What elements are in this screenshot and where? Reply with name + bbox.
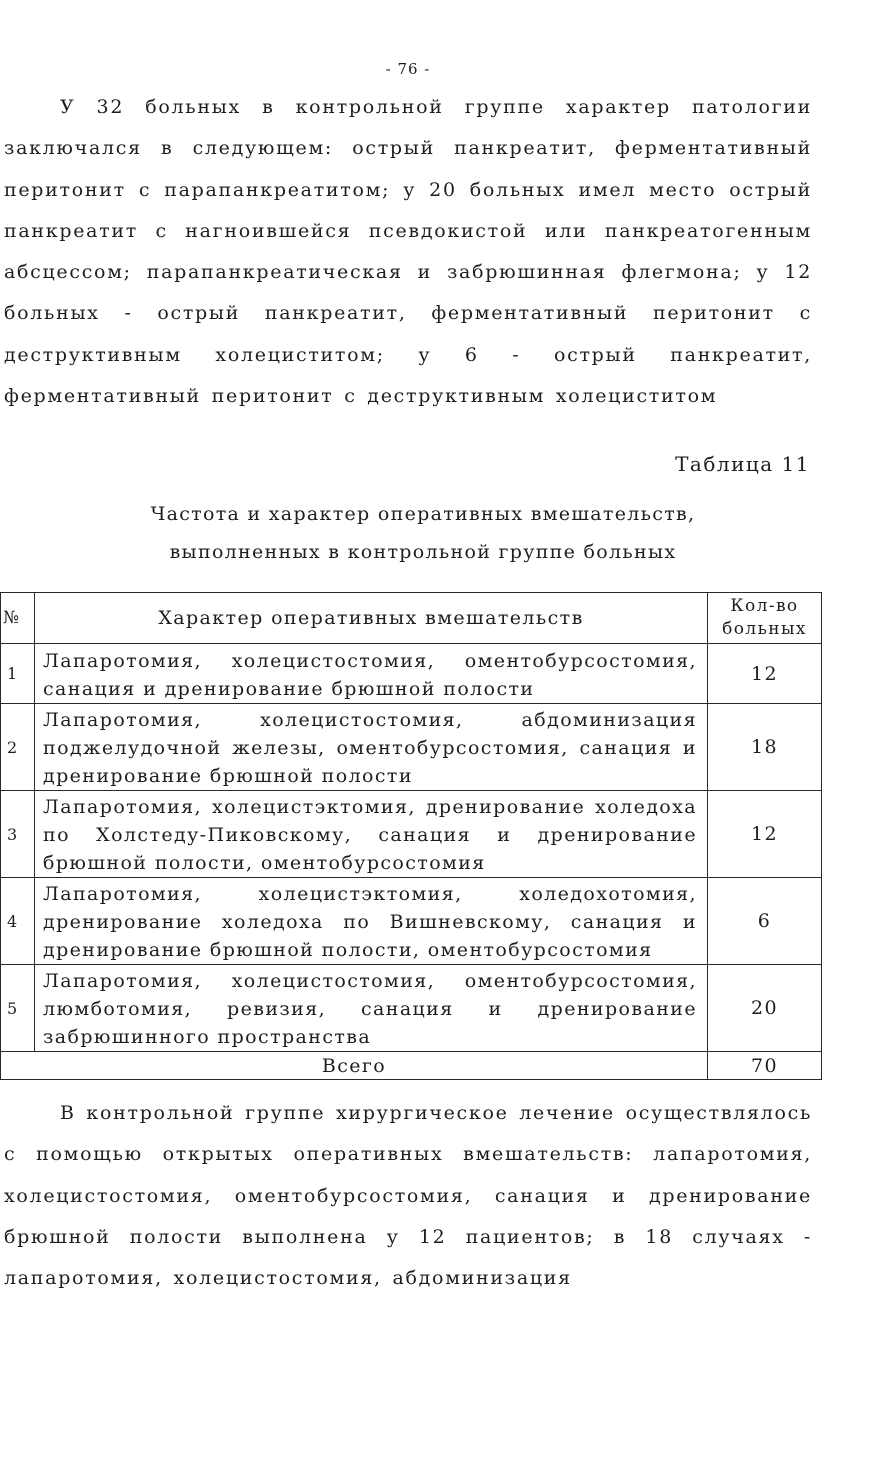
- header-patient-count: Кол-во больных: [708, 593, 822, 644]
- row-number: 1: [1, 644, 35, 704]
- body-paragraph-1: У 32 больных в контрольной группе характер патологии заключался в следующем: острый панкреатит, ферментативный перитонит с парапанкреатитом; у 20 больных имел место острый панкреатит с нагноившейся псевдокистой или панкреатогенным абсцессом; парапанкреатическая и забрюшинная флегмона; у 12 больных - острый панкреатит, ферментативный перитонит с деструктивным холециститом; у 6 - острый панкреатит, ферментативный перитонит с деструктивным холециститом: [4, 96, 812, 408]
- operations-table: [0, 592, 822, 1080]
- page-number: - 76 -: [385, 60, 431, 78]
- table-label: Таблица 11: [675, 452, 810, 476]
- row-count: 12: [708, 644, 822, 704]
- row-number: 3: [1, 791, 35, 878]
- table-row: [1, 878, 822, 965]
- body-paragraph-2: В контрольной группе хирургическое лечение осуществлялось с помощью открытых оперативных вмешательств: лапаротомия, холецистостомия, оментобурсостомия, санация и дренирование брюшной полости выполнена у 12 пациентов; в 18 случаях - лапаротомия, холецистостомия, абдоминизация: [4, 1102, 812, 1290]
- row-description: Лапаротомия, холецистэктомия, дренирование холедоха по Холстеду-Пиковскому, санация и дренирование брюшной полости, оментобурсостомия: [35, 791, 708, 878]
- row-description: Лапаротомия, холецистостомия, оментобурсостомия, люмботомия, ревизия, санация и дренирование забрюшинного пространства: [35, 965, 708, 1052]
- row-count: 12: [708, 791, 822, 878]
- row-number: 2: [1, 704, 35, 791]
- table-title-line-1: Частота и характер оперативных вмешательств,: [150, 503, 696, 525]
- row-number: 4: [1, 878, 35, 965]
- row-count: 20: [708, 965, 822, 1052]
- table-row: [1, 965, 822, 1052]
- row-number: 5: [1, 965, 35, 1052]
- row-description: Лапаротомия, холецистостомия, оментобурсостомия, санация и дренирование брюшной полости: [35, 644, 708, 704]
- table-total-row: [1, 1052, 822, 1080]
- row-count: 6: [708, 878, 822, 965]
- table-title: [0, 495, 846, 571]
- total-count: 70: [708, 1052, 822, 1080]
- table-row: [1, 791, 822, 878]
- table-title-line-2: выполненных в контрольной группе больных: [169, 541, 677, 563]
- total-label: Всего: [1, 1052, 708, 1080]
- table-header-row: [1, 593, 822, 644]
- row-description: Лапаротомия, холецистостомия, абдоминизация поджелудочной железы, оментобурсостомия, санация и дренирование брюшной полости: [35, 704, 708, 791]
- header-number: №: [1, 593, 35, 644]
- header-description: Характер оперативных вмешательств: [35, 593, 708, 644]
- table-row: [1, 644, 822, 704]
- table-row: [1, 704, 822, 791]
- row-description: Лапаротомия, холецистэктомия, холедохотомия, дренирование холедоха по Вишневскому, санация и дренирование брюшной полости, оментобурсостомия: [35, 878, 708, 965]
- row-count: 18: [708, 704, 822, 791]
